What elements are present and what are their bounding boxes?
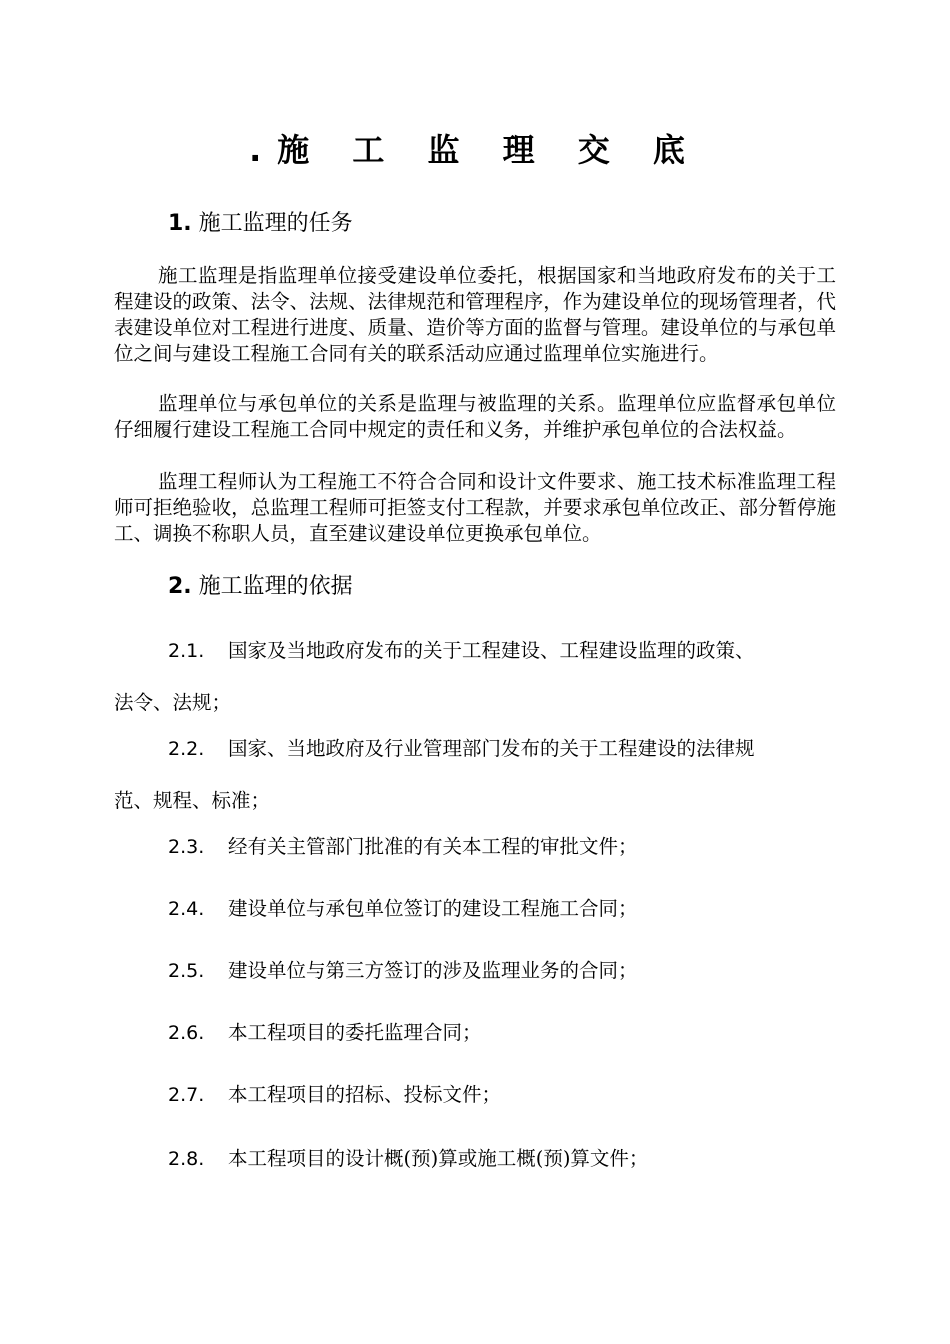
- list-item-text: 经有关主管部门批准的有关本工程的审批文件；: [228, 835, 638, 858]
- list-item-number: 2.4.: [168, 898, 205, 920]
- list-item-2-2: [114, 734, 836, 816]
- list-item-number: 2.6.: [168, 1022, 205, 1044]
- section-1-paragraph-3: 监理工程师认为工程施工不符合合同和设计文件要求、施工技术标准监理工程师可拒绝验收，总监理工程师可拒签支付工程款，并要求承包单位改正、部分暂停施工、调换不称职人员，直至建议建设单位更换承包单位。: [114, 470, 836, 545]
- list-item-text: 国家及当地政府发布的关于工程建设、工程建设监理的政策、: [228, 639, 755, 662]
- list-item-text: 建设单位与承包单位签订的建设工程施工合同；: [228, 897, 638, 920]
- list-item-text: 建设单位与第三方签订的涉及监理业务的合同；: [228, 959, 638, 982]
- list-item-number: 2.3.: [168, 836, 205, 858]
- section-1-heading: [168, 209, 353, 239]
- section-2-title: 施工监理的依据: [198, 574, 353, 599]
- list-item-2-8: [114, 1144, 836, 1174]
- list-item-2-1: [114, 636, 836, 718]
- list-item-2-4: [114, 894, 836, 924]
- list-item-number: 2.7.: [168, 1084, 205, 1106]
- section-1-paragraph-1: 施工监理是指监理单位接受建设单位委托，根据国家和当地政府发布的关于工程建设的政策、法令、法规、法律规范和管理程序，作为建设单位的现场管理者，代表建设单位对工程进行进度、质量、造价等方面的监督与管理。建设单位的与承包单位之间与建设工程施工合同有关的联系活动应通过监理单位实施进行。: [114, 264, 836, 365]
- section-2-heading: [168, 572, 353, 602]
- section-1-title: 施工监理的任务: [198, 211, 353, 236]
- list-item-2-6: [114, 1018, 836, 1048]
- list-item-continuation: 范、规程、标准；: [114, 789, 271, 812]
- list-item-continuation: 法令、法规；: [114, 691, 232, 714]
- list-item-2-5: [114, 956, 836, 986]
- list-item-text: 本工程项目的招标、投标文件；: [228, 1083, 502, 1106]
- section-1-number: 1.: [168, 211, 192, 236]
- list-item-2-7: [114, 1080, 836, 1110]
- list-item-number: 2.8.: [168, 1148, 205, 1170]
- list-item-number: 2.1.: [168, 640, 205, 662]
- list-item-text: 本工程项目的委托监理合同；: [228, 1021, 482, 1044]
- list-item-2-3: [114, 832, 836, 862]
- list-item-number: 2.5.: [168, 960, 205, 982]
- section-1-paragraph-2: 监理单位与承包单位的关系是监理与被监理的关系。监理单位应监督承包单位仔细履行建设工程施工合同中规定的责任和义务，并维护承包单位的合法权益。: [114, 392, 836, 441]
- section-2-number: 2.: [168, 574, 192, 599]
- list-item-text: 国家、当地政府及行业管理部门发布的关于工程建设的法律规: [228, 737, 755, 760]
- list-item-text: 本工程项目的设计概(预)算或施工概(预)算文件；: [228, 1147, 649, 1170]
- list-item-number: 2.2.: [168, 738, 205, 760]
- page-title: .施 工 监 理 交 底: [249, 131, 701, 169]
